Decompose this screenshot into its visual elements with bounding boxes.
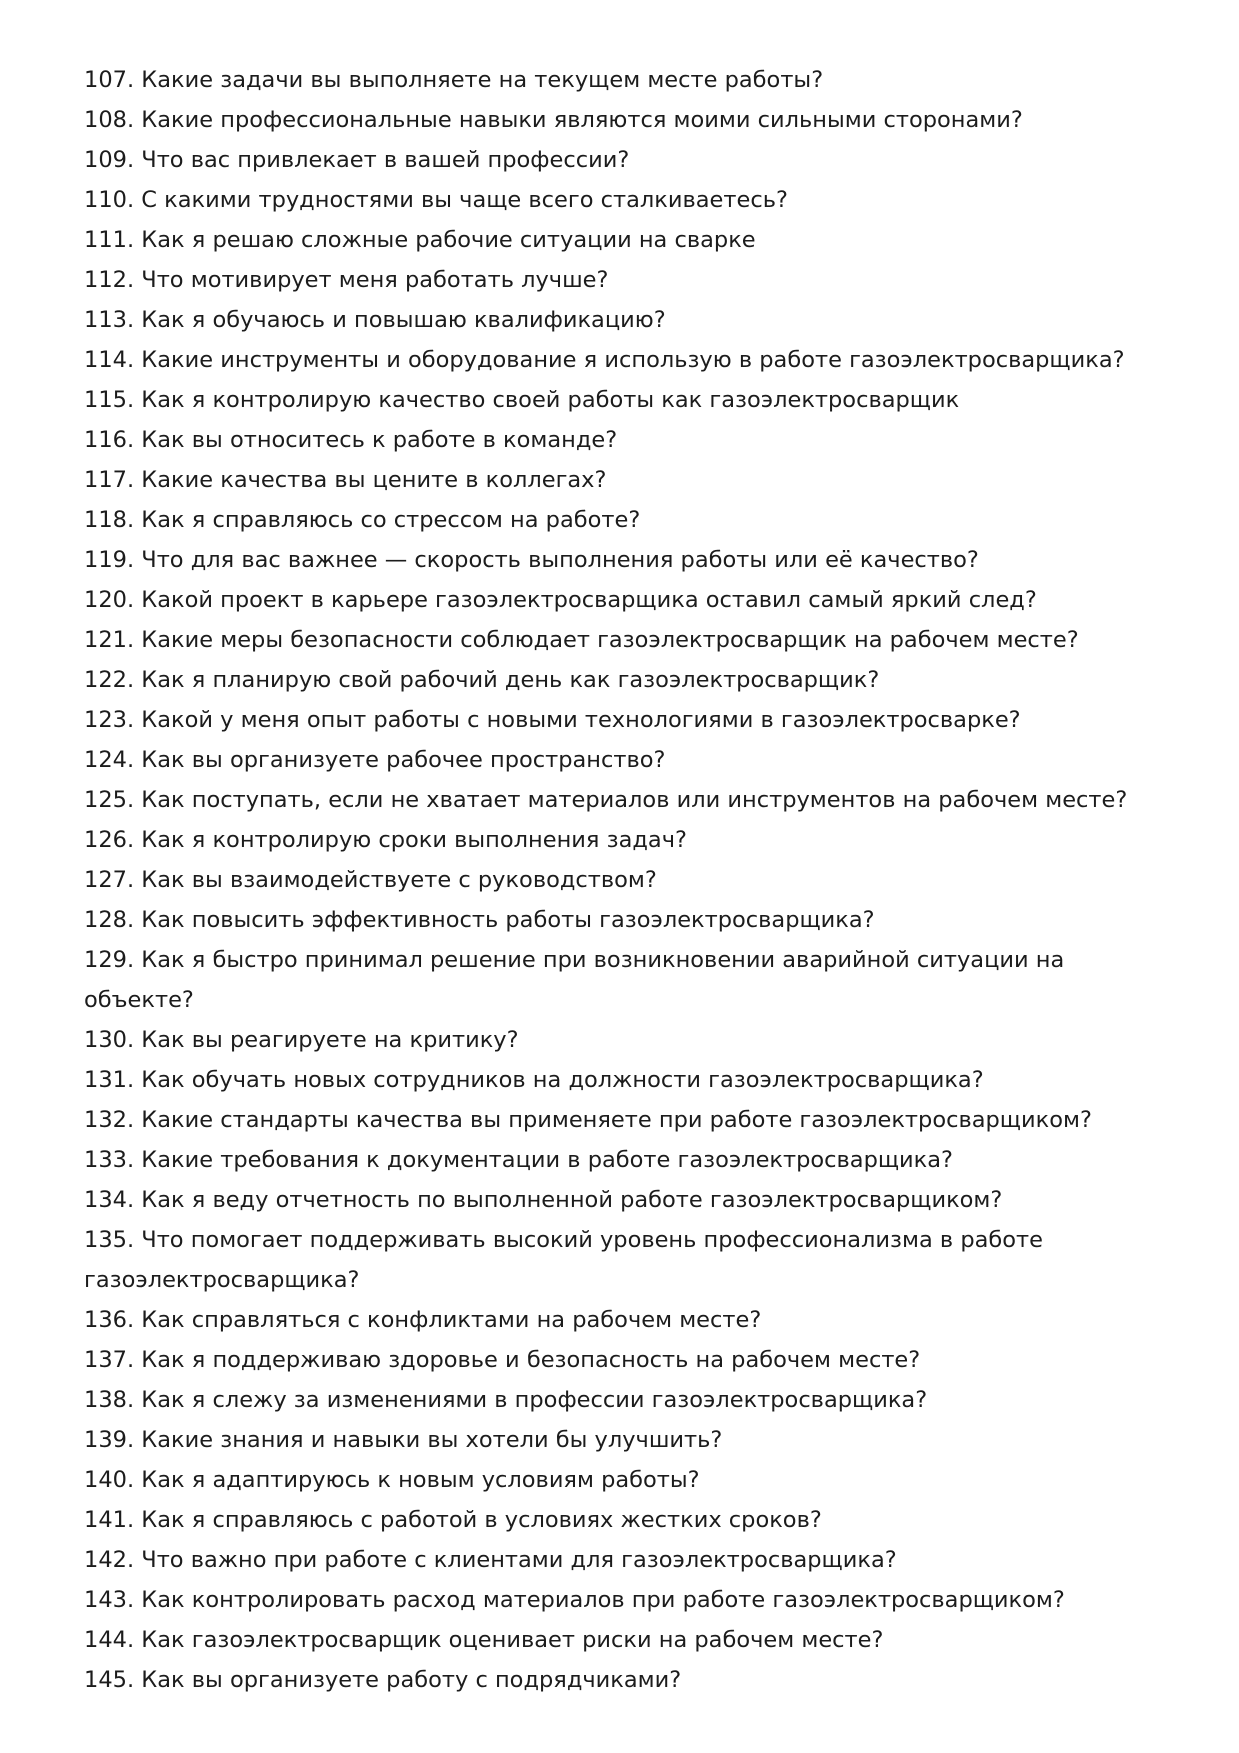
question-text: Как газоэлектросварщик оценивает риски на рабочем месте? [141, 1627, 884, 1653]
question-text: Какие качества вы цените в коллегах? [141, 467, 607, 493]
question-number: 116 . [84, 427, 141, 453]
question-item [84, 1060, 1164, 1100]
question-item [84, 140, 1164, 180]
question-item [84, 1020, 1164, 1060]
question-number: 135 . [84, 1227, 141, 1253]
question-number: 113 . [84, 307, 141, 333]
question-text: Как повысить эффективность работы газоэлектросварщика? [141, 907, 875, 933]
question-item [84, 1620, 1164, 1660]
question-item [84, 660, 1164, 700]
question-number: 124 . [84, 747, 141, 773]
question-number: 134 . [84, 1187, 141, 1213]
question-number: 145 . [84, 1667, 141, 1693]
question-item [84, 460, 1164, 500]
question-text: Какие меры безопасности соблюдает газоэлектросварщик на рабочем месте? [141, 627, 1079, 653]
question-number: 108 . [84, 107, 141, 133]
question-text: Какие инструменты и оборудование я использую в работе газоэлектросварщика? [141, 347, 1125, 373]
question-text: Что помогает поддерживать высокий уровень профессионализма в работе газоэлектросварщика? [84, 1227, 1043, 1293]
question-item [84, 900, 1164, 940]
question-item [84, 260, 1164, 300]
question-item [84, 300, 1164, 340]
question-number: 141 . [84, 1507, 141, 1533]
question-number: 114 . [84, 347, 141, 373]
question-text: Как я веду отчетность по выполненной работе газоэлектросварщиком? [141, 1187, 1003, 1213]
question-text: Какие профессиональные навыки являются моими сильными сторонами? [141, 107, 1023, 133]
question-item [84, 1540, 1164, 1580]
question-number: 128 . [84, 907, 141, 933]
question-text: Как вы реагируете на критику? [141, 1027, 519, 1053]
question-text: Как я контролирую качество своей работы как газоэлектросварщик [141, 387, 960, 413]
question-text: Как я справляюсь с работой в условиях жестких сроков? [141, 1507, 822, 1533]
question-text: Какие требования к документации в работе газоэлектросварщика? [141, 1147, 954, 1173]
question-text: Как я обучаюсь и повышаю квалификацию? [141, 307, 666, 333]
question-number: 122 . [84, 667, 141, 693]
question-number: 138 . [84, 1387, 141, 1413]
question-item [84, 380, 1164, 420]
question-item [84, 1380, 1164, 1420]
question-item [84, 1460, 1164, 1500]
question-number: 123 . [84, 707, 141, 733]
question-text: Как поступать, если не хватает материалов или инструментов на рабочем месте? [141, 787, 1128, 813]
question-number: 131 . [84, 1067, 141, 1093]
question-number: 118 . [84, 507, 141, 533]
question-text: Что вас привлекает в вашей профессии? [141, 147, 630, 173]
question-number: 127 . [84, 867, 141, 893]
question-text: Какой проект в карьере газоэлектросварщика оставил самый яркий след? [141, 587, 1037, 613]
question-text: Как я слежу за изменениями в профессии газоэлектросварщика? [141, 1387, 928, 1413]
question-item [84, 740, 1164, 780]
question-item [84, 420, 1164, 460]
question-number: 120 . [84, 587, 141, 613]
question-number: 144 . [84, 1627, 141, 1653]
question-number: 115 . [84, 387, 141, 413]
question-item [84, 220, 1164, 260]
question-text: Как я решаю сложные рабочие ситуации на сварке [141, 227, 756, 253]
question-item [84, 620, 1164, 660]
question-item [84, 1180, 1164, 1220]
question-item [84, 1300, 1164, 1340]
question-text: Как вы взаимодействуете с руководством? [141, 867, 657, 893]
question-text: Как я планирую свой рабочий день как газоэлектросварщик? [141, 667, 880, 693]
question-number: 139 . [84, 1427, 141, 1453]
question-text: С какими трудностями вы чаще всего сталкиваетесь? [141, 187, 788, 213]
question-item [84, 940, 1164, 1020]
question-item [84, 1660, 1164, 1700]
question-number: 110 . [84, 187, 141, 213]
question-list [84, 60, 1164, 1700]
question-text: Как вы организуете работу с подрядчиками? [141, 1667, 682, 1693]
question-text: Как справляться с конфликтами на рабочем месте? [141, 1307, 762, 1333]
question-text: Как вы относитесь к работе в команде? [141, 427, 618, 453]
question-item [84, 820, 1164, 860]
question-number: 117 . [84, 467, 141, 493]
question-text: Как я адаптируюсь к новым условиям работы? [141, 1467, 700, 1493]
question-text: Как обучать новых сотрудников на должности газоэлектросварщика? [141, 1067, 984, 1093]
question-text: Что мотивирует меня работать лучше? [141, 267, 609, 293]
question-text: Какие стандарты качества вы применяете при работе газоэлектросварщиком? [141, 1107, 1092, 1133]
question-text: Как контролировать расход материалов при работе газоэлектросварщиком? [141, 1587, 1065, 1613]
question-number: 119 . [84, 547, 141, 573]
question-text: Как я справляюсь со стрессом на работе? [141, 507, 641, 533]
question-number: 136 . [84, 1307, 141, 1333]
question-text: Как я быстро принимал решение при возникновении аварийной ситуации на объекте? [84, 947, 1065, 1013]
question-number: 107 . [84, 67, 141, 93]
question-number: 142 . [84, 1547, 141, 1573]
question-item [84, 780, 1164, 820]
question-text: Как я контролирую сроки выполнения задач? [141, 827, 687, 853]
question-text: Какие задачи вы выполняете на текущем месте работы? [141, 67, 824, 93]
question-number: 126 . [84, 827, 141, 853]
question-item [84, 60, 1164, 100]
question-text: Какие знания и навыки вы хотели бы улучшить? [141, 1427, 723, 1453]
question-item [84, 1220, 1164, 1300]
question-item [84, 340, 1164, 380]
question-item [84, 1420, 1164, 1460]
question-text: Что важно при работе с клиентами для газоэлектросварщика? [141, 1547, 897, 1573]
question-item [84, 500, 1164, 540]
question-item [84, 860, 1164, 900]
question-item [84, 540, 1164, 580]
question-number: 132 . [84, 1107, 141, 1133]
question-text: Какой у меня опыт работы с новыми технологиями в газоэлектросварке? [141, 707, 1021, 733]
question-number: 143 . [84, 1587, 141, 1613]
question-number: 133 . [84, 1147, 141, 1173]
question-number: 121 . [84, 627, 141, 653]
question-number: 112 . [84, 267, 141, 293]
question-number: 130 . [84, 1027, 141, 1053]
question-item [84, 700, 1164, 740]
question-item [84, 1340, 1164, 1380]
question-item [84, 1580, 1164, 1620]
question-number: 125 . [84, 787, 141, 813]
question-text: Как вы организуете рабочее пространство? [141, 747, 666, 773]
question-item [84, 1100, 1164, 1140]
question-text: Что для вас важнее — скорость выполнения работы или её качество? [141, 547, 979, 573]
question-number: 140 . [84, 1467, 141, 1493]
question-number: 137 . [84, 1347, 141, 1373]
question-item [84, 100, 1164, 140]
question-number: 109 . [84, 147, 141, 173]
question-number: 111 . [84, 227, 141, 253]
question-text: Как я поддерживаю здоровье и безопасность на рабочем месте? [141, 1347, 921, 1373]
question-item [84, 1140, 1164, 1180]
question-item [84, 580, 1164, 620]
question-number: 129 . [84, 947, 141, 973]
question-item [84, 180, 1164, 220]
question-item [84, 1500, 1164, 1540]
